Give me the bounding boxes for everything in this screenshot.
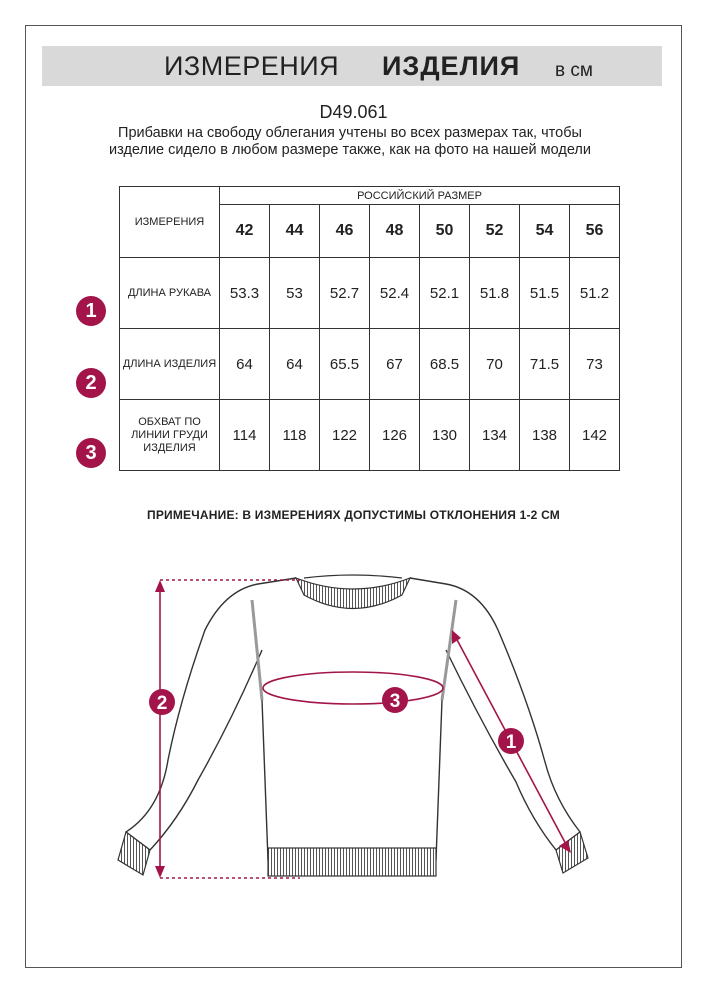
diagram-marker-2 — [149, 689, 175, 715]
sweatshirt-diagram — [0, 560, 707, 890]
table-row — [120, 400, 620, 471]
table-cell: 52.4 — [370, 258, 420, 329]
diagram-marker-3 — [382, 687, 408, 713]
table-cell: 70 — [470, 329, 520, 400]
svg-text:1: 1 — [505, 732, 517, 753]
table-cell: 64 — [270, 329, 320, 400]
title-product: ИЗДЕЛИЯ — [382, 51, 521, 81]
table-cell: 71.5 — [520, 329, 570, 400]
row-label-sleeve: ДЛИНА РУКАВА — [120, 258, 220, 329]
table-cell: 51.2 — [570, 258, 620, 329]
tolerance-note: ПРИМЕЧАНИЕ: В ИЗМЕРЕНИЯХ ДОПУСТИМЫ ОТКЛОНЕНИЯ 1-2 СМ — [147, 508, 560, 522]
size-header: 52 — [470, 205, 520, 258]
size-table — [119, 186, 620, 471]
table-cell: 52.7 — [320, 258, 370, 329]
diagram-marker-1 — [498, 728, 524, 754]
row-number-badge: 1 — [76, 296, 106, 326]
size-header: 44 — [270, 205, 320, 258]
table-row — [120, 329, 620, 400]
size-group-header: РОССИЙСКИЙ РАЗМЕР — [220, 187, 620, 205]
table-cell: 122 — [320, 400, 370, 471]
title-measurements: ИЗМЕРЕНИЯ — [164, 51, 340, 81]
table-cell: 114 — [220, 400, 270, 471]
title-bar — [42, 46, 662, 86]
table-cell: 130 — [420, 400, 470, 471]
row-label-chest: ОБХВАТ ПО ЛИНИИ ГРУДИ ИЗДЕЛИЯ — [120, 400, 220, 471]
table-cell: 126 — [370, 400, 420, 471]
size-header: 48 — [370, 205, 420, 258]
sweatshirt-outline — [126, 578, 580, 860]
table-cell: 53 — [270, 258, 320, 329]
size-header: 46 — [320, 205, 370, 258]
row-number-badge: 3 — [76, 438, 106, 468]
table-cell: 51.5 — [520, 258, 570, 329]
measure-header: ИЗМЕРЕНИЯ — [120, 187, 220, 258]
hem-band — [268, 848, 436, 876]
size-header: 50 — [420, 205, 470, 258]
table-cell: 118 — [270, 400, 320, 471]
row-number-badge: 2 — [76, 368, 106, 398]
article-number: D49.061 — [319, 102, 388, 122]
title-unit: в см — [555, 60, 593, 81]
table-cell: 142 — [570, 400, 620, 471]
table-cell: 138 — [520, 400, 570, 471]
table-cell: 51.8 — [470, 258, 520, 329]
table-cell: 73 — [570, 329, 620, 400]
table-cell: 65.5 — [320, 329, 370, 400]
svg-text:3: 3 — [389, 691, 401, 712]
table-cell: 64 — [220, 329, 270, 400]
table-row — [120, 258, 620, 329]
size-header: 56 — [570, 205, 620, 258]
table-cell: 67 — [370, 329, 420, 400]
table-cell: 53.3 — [220, 258, 270, 329]
fit-description: Прибавки на свободу облегания учтены во всех размерах так, чтобы изделие сидело в любом размере также, как на фото на нашей модели — [109, 125, 591, 158]
table-cell: 68.5 — [420, 329, 470, 400]
row-label-length: ДЛИНА ИЗДЕЛИЯ — [120, 329, 220, 400]
size-header: 42 — [220, 205, 270, 258]
table-cell: 134 — [470, 400, 520, 471]
size-header: 54 — [520, 205, 570, 258]
table-cell: 52.1 — [420, 258, 470, 329]
svg-text:2: 2 — [156, 693, 168, 714]
